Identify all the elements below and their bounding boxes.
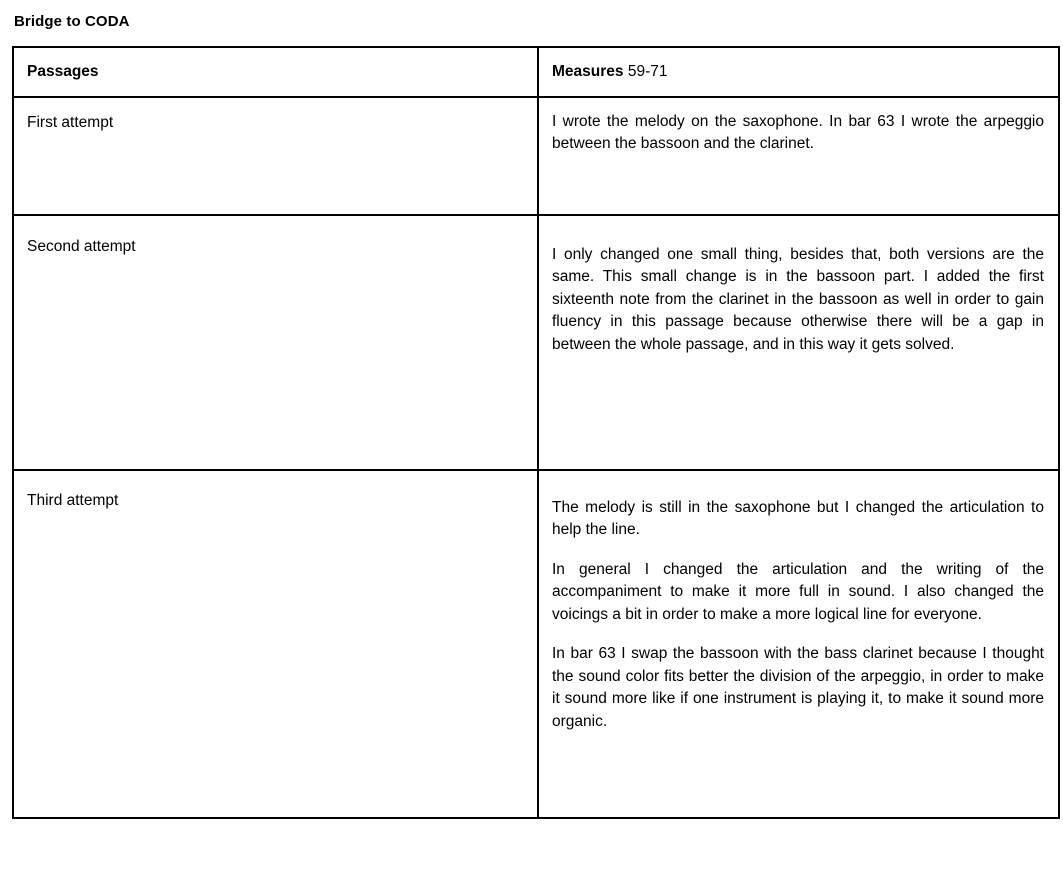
header-cell-measures xyxy=(538,47,1059,97)
passage-label: Second attempt xyxy=(27,237,136,255)
passage-label: Third attempt xyxy=(27,491,119,509)
passage-cell-second-attempt xyxy=(13,215,538,470)
header-measures-label: Measures xyxy=(552,62,624,80)
header-passages-label: Passages xyxy=(27,62,99,80)
description-cell-first-attempt xyxy=(538,97,1059,215)
table-header-row xyxy=(13,47,1059,97)
description-paragraph: In general I changed the articulation and the writing of the accompaniment to make it more full in sound. I also changed the voicings a bit in order to make a more logical line for everyone. xyxy=(552,560,1044,623)
attempts-table xyxy=(12,46,1060,819)
description-paragraph: I only changed one small thing, besides that, both versions are the same. This small change is in the bassoon part. I added the first sixteenth note from the clarinet in the bassoon as well in order to gain fluency in this passage because otherwise there will be a gap in between the whole passage, and in this way it gets solved. xyxy=(552,245,1044,353)
passage-cell-first-attempt xyxy=(13,97,538,215)
description-paragraph: I wrote the melody on the saxophone. In bar 63 I wrote the arpeggio between the bassoon and the clarinet. xyxy=(552,112,1044,153)
page-title: Bridge to CODA xyxy=(14,13,130,30)
description-cell-third-attempt xyxy=(538,470,1059,818)
description-paragraph: The melody is still in the saxophone but I changed the articulation to help the line. xyxy=(552,498,1044,539)
description-paragraph: In bar 63 I swap the bassoon with the bass clarinet because I thought the sound color fits better the division of the arpeggio, in order to make it sound more like if one instrument is playing it, to make it sound more organic. xyxy=(552,645,1044,730)
header-measures-value: 59-71 xyxy=(627,62,668,80)
passage-cell-third-attempt xyxy=(13,470,538,818)
passage-label: First attempt xyxy=(27,113,114,131)
description-cell-second-attempt xyxy=(538,215,1059,470)
header-cell-passages xyxy=(13,47,538,97)
table-row xyxy=(13,470,1059,818)
table-row xyxy=(13,97,1059,215)
table-row xyxy=(13,215,1059,470)
